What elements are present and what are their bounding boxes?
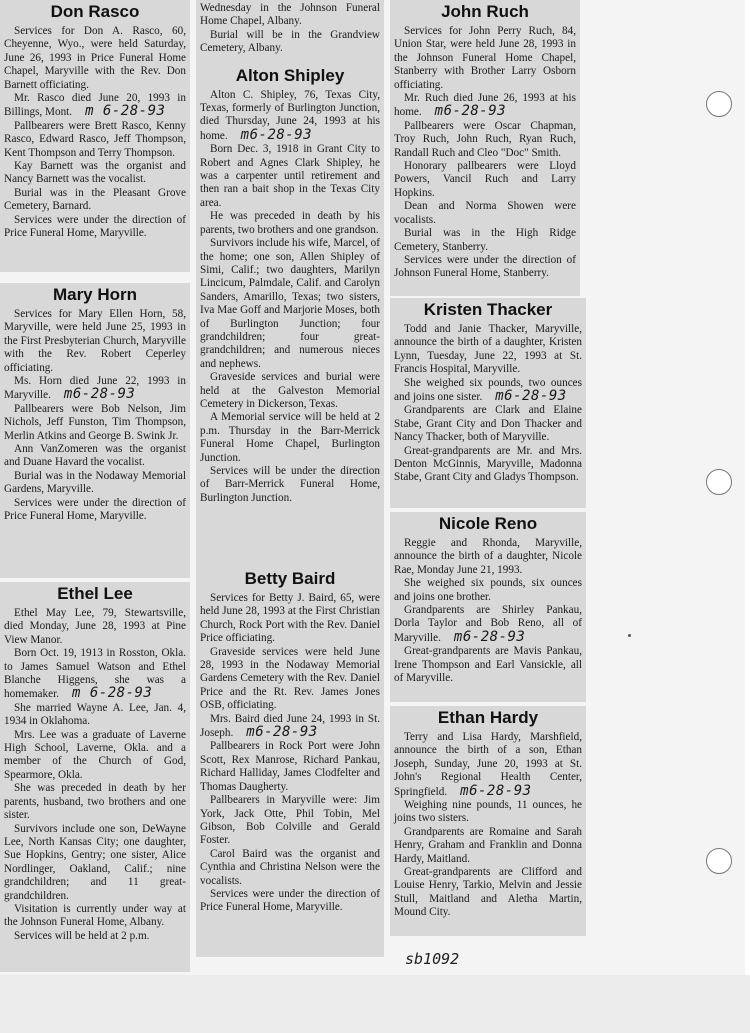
paragraph: Carol Baird was the organist and Cynthia and Christina Nelson were the vocalists. <box>200 847 380 887</box>
clipping-title: Ethel Lee <box>57 584 133 603</box>
handwritten-date: m6-28-93 <box>460 782 532 799</box>
paragraph: Survivors include his wife, Marcel, of the home; one son, Allen Shipley of Simi, Calif.; two daughters, Marilyn Lincicum, Palmdale, Calif. and Carolyn Sanders, Amarillo, Texas; two sisters, Iva Mae Goff and Marjorie Moses, both of Burlington Junction; four grandchildren; four great-grandchildren; and numerous nieces and nephews. <box>200 237 380 370</box>
paragraph: She was preceded in death by her parents, husband, two brothers and one sister. <box>4 782 186 822</box>
handwritten-date: m6-28-93 <box>246 724 318 741</box>
paragraph: Todd and Janie Thacker, Maryville, announce the birth of a daughter, Kristen Lynn, Tuesday, June 22, 1993 at St. Francis Hospital, Maryville. <box>394 323 582 376</box>
clipping-ethan-hardy <box>390 706 586 936</box>
clipping-john-ruch <box>390 0 580 296</box>
continued-paragraph: Wednesday in the Johnson Funeral Home Chapel, Albany. <box>200 2 380 28</box>
paragraph: Burial was in the High Ridge Cemetery, Stanberry. <box>394 227 576 253</box>
clipping-title: Nicole Reno <box>438 514 538 533</box>
paragraph: Ethel May Lee, 79, Stewartsville, died Monday, June 28, 1993 at Pine View Manor. <box>4 607 186 646</box>
clipping-kristen-thacker <box>390 298 586 508</box>
clipping-mary-horn <box>0 283 190 578</box>
paragraph: Mrs. Lee was a graduate of Laverne High School, Laverne, Okla. and a member of the Church of God, Spearmore, Okla. <box>4 728 186 781</box>
paragraph: Grandparents are Romaine and Sarah Henry, Graham and Franklin and Donna Hardy, Maitland. <box>394 825 582 865</box>
paragraph: Services for Mary Ellen Horn, 58, Maryville, were held June 25, 1993 in the First Presbyterian Church, Maryville with the Rev. Robert Ceperley officiating. <box>4 308 186 374</box>
paragraph: Services for John Perry Ruch, 84, Union Star, were held June 28, 1993 in the Johnson Funeral Home Chapel, Stanberry with Brother Larry Osborn officiating. <box>394 25 576 91</box>
paragraph: Alton C. Shipley, 76, Texas City, Texas, formerly of Burlington Junction, died Thursday, June 24, 1993 at his home. m6-28-93 <box>200 88 380 143</box>
clipping-title: Ethan Hardy <box>437 708 539 727</box>
paragraph: Born Dec. 3, 1918 in Grant City to Robert and Agnes Clark Shipley, he was a carpenter until retirement and then ran a bait shop in the Texas City area. <box>200 143 380 209</box>
paragraph: Services were under the direction of Price Funeral Home, Maryville. <box>200 887 380 914</box>
paragraph: Services will be held at 2 p.m. <box>14 929 150 942</box>
paragraph: Services for Betty J. Baird, 65, were held June 28, 1993 at the First Christian Church, Rock Port with the Rev. Daniel Price officiating. <box>200 592 380 645</box>
paragraph: Great-grandparents are Mr. and Mrs. Denton McGinnis, Maryville, Madonna Stabe, Grant City and Gladys Thompson. <box>394 444 582 484</box>
binder-hole-bottom <box>706 848 732 874</box>
clipping-title: John Ruch <box>441 2 529 21</box>
paragraph: Mrs. Baird died June 24, 1993 in St. Joseph. m6-28-93 <box>200 712 380 741</box>
clipping-title: Kristen Thacker <box>423 300 553 319</box>
clipping-title: Betty Baird <box>244 569 336 588</box>
clipping-title: Mary Horn <box>52 285 138 304</box>
clipping-betty-baird <box>196 567 384 957</box>
paragraph: A Memorial service will be held at 2 p.m. Thursday in the Barr-Merrick Funeral Home Chapel, Burlington Junction. <box>200 411 380 464</box>
paragraph: Pallbearers were Brett Rasco, Kenny Rasco, Edward Rasco, Jeff Thompson, Kent Thompson and Terry Thompson. <box>4 119 186 159</box>
handwritten-date: m 6-28-93 <box>85 103 166 120</box>
handwritten-catalog-note: sb1092 <box>405 950 460 968</box>
paragraph: Great-grandparents are Mavis Pankau, Irene Thompson and Earl Vansickle, all of Maryville. <box>394 645 582 685</box>
paragraph: Honorary pallbearers were Lloyd Powers, Vancil Ruch and Larry Hopkins. <box>394 160 576 199</box>
paragraph: Visitation is currently under way at the Johnson Funeral Home, Albany. <box>4 902 186 929</box>
paragraph: Pallbearers were Bob Nelson, Jim Nichols, Jeff Funston, Tim Thompson, Merlin Atkins and George B. Swink Jr. <box>4 402 186 442</box>
paragraph: Grandparents are Clark and Elaine Stabe, Grant City and Don Thacker and Nancy Thacker, both of Maryville. <box>394 404 582 444</box>
paragraph: Reggie and Rhonda, Maryville, announce the birth of a daughter, Nicole Rae, Monday June 21, 1993. <box>394 537 582 576</box>
paragraph: Ann VanZomeren was the organist and Duane Havard the vocalist. <box>4 443 186 469</box>
paragraph: Burial was in the Nodaway Memorial Gardens, Maryville. <box>4 469 186 496</box>
paragraph: Terry and Lisa Hardy, Marshfield, announce the birth of a son, Ethan Joseph, Sunday, June 20, 1993 at St. John's Regional Health Center, Springfield. m6-28-93 <box>394 731 582 799</box>
paragraph: Graveside services and burial were held at the Galveston Memorial Cemetery in Dickerson, Texas. <box>200 371 380 410</box>
paragraph: She weighed six pounds, six ounces and joins one brother. <box>394 577 582 603</box>
paragraph: Born Oct. 19, 1913 in Rosston, Okla. to James Samuel Watson and Ethel Blanche Higgens, she was a homemaker. m 6-28-93 <box>4 647 186 702</box>
paragraph: Burial was in the Pleasant Grove Cemetery, Barnard. <box>4 186 186 213</box>
paragraph: Dean and Norma Showen were vocalists. <box>394 200 576 226</box>
paragraph: Services were under the direction of Johnson Funeral Home, Stanberry. <box>394 253 576 280</box>
paragraph: Services will be under the direction of Barr-Merrick Funeral Home, Burlington Junction. <box>200 465 380 504</box>
paragraph: Pallbearers were Oscar Chapman, Troy Ruch, John Ruch, Ryan Ruch, Randall Ruch and Cleo "Doc" Smith. <box>394 119 576 159</box>
paragraph: Survivors include one son, DeWayne Lee, North Kansas City; one daughter, Sue Hopkins, Gentry; one sister, Alice Nordlinger, Oakland, Calif.; nine grandchildren; and 11 great-grandchildren. <box>4 822 186 902</box>
paragraph: Mr. Rasco died June 20, 1993 in Billings, Mont. m 6-28-93 <box>4 92 186 120</box>
paragraph: Weighing nine pounds, 11 ounces, he joins two sisters. <box>394 799 582 825</box>
speck <box>628 634 631 637</box>
paragraph: Services were under the direction of Price Funeral Home, Maryville. <box>4 213 186 240</box>
handwritten-date: m6-28-93 <box>453 628 526 645</box>
handwritten-date: m6-28-93 <box>495 388 567 405</box>
paragraph: He was preceded in death by his parents, two brothers and one grandson. <box>200 210 380 236</box>
paragraph: Graveside services were held June 28, 1993 in the Nodaway Memorial Gardens Cemetery with the Rev. Daniel Price and the Rt. Rev. James Jones OSB, officiating. <box>200 645 380 712</box>
clipping-don-rasco <box>0 0 190 272</box>
binder-hole-middle <box>706 469 732 495</box>
clipping-alton-shipley <box>196 0 384 567</box>
paragraph: Pallbearers in Maryville were: Jim York, Jack Otte, Phil Tobin, Mel Gibson, Bob Colville and Gerald Foster. <box>200 794 380 847</box>
handwritten-date: m6-28-93 <box>63 386 136 403</box>
handwritten-date: m6-28-93 <box>240 126 313 143</box>
clipping-title: Don Rasco <box>50 2 140 21</box>
clipping-nicole-reno <box>390 512 586 702</box>
binder-hole-top <box>706 91 732 117</box>
paragraph: Mr. Ruch died June 26, 1993 at his home. m6-28-93 <box>394 92 576 120</box>
paragraph: Ms. Horn died June 22, 1993 in Maryville. m6-28-93 <box>4 375 186 403</box>
paragraph: Services for Don A. Rasco, 60, Cheyenne, Wyo., were held Saturday, June 26, 1993 in Price Funeral Home Chapel, Maryville with the Rev. Don Barnett officiating. <box>4 25 186 91</box>
clipping-ethel-lee <box>0 582 190 972</box>
paragraph: She married Wayne A. Lee, Jan. 4, 1934 in Oklahoma. <box>4 701 186 728</box>
paragraph: Grandparents are Shirley Pankau, Dorla Taylor and Bob Reno, all of Maryville. m6-28-93 <box>394 604 582 645</box>
paragraph: She weighed six pounds, two ounces and joins one sister. m6-28-93 <box>394 376 582 405</box>
paragraph: Pallbearers in Rock Port were John Scott, Rex Manrose, Richard Pankau, Richard Halliday, James Clodfelter and Thomas Daugherty. <box>200 740 380 793</box>
paragraph: Kay Barnett was the organist and Nancy Barnett was the vocalist. <box>4 160 186 186</box>
continued-paragraph: Burial will be in the Grandview Cemetery, Albany. <box>200 28 380 55</box>
paragraph: Great-grandparents are Clifford and Louise Henry, Tarkio, Melvin and Jessie Stull, Maitland and Aletha Martin, Mound City. <box>394 866 582 919</box>
scanner-bed-margin <box>0 975 750 1033</box>
handwritten-date: m6-28-93 <box>434 103 507 120</box>
paragraph: Services were under the direction of Price Funeral Home, Maryville. <box>4 496 186 523</box>
clipping-title: Alton Shipley <box>235 65 345 85</box>
handwritten-date: m 6-28-93 <box>72 685 153 702</box>
